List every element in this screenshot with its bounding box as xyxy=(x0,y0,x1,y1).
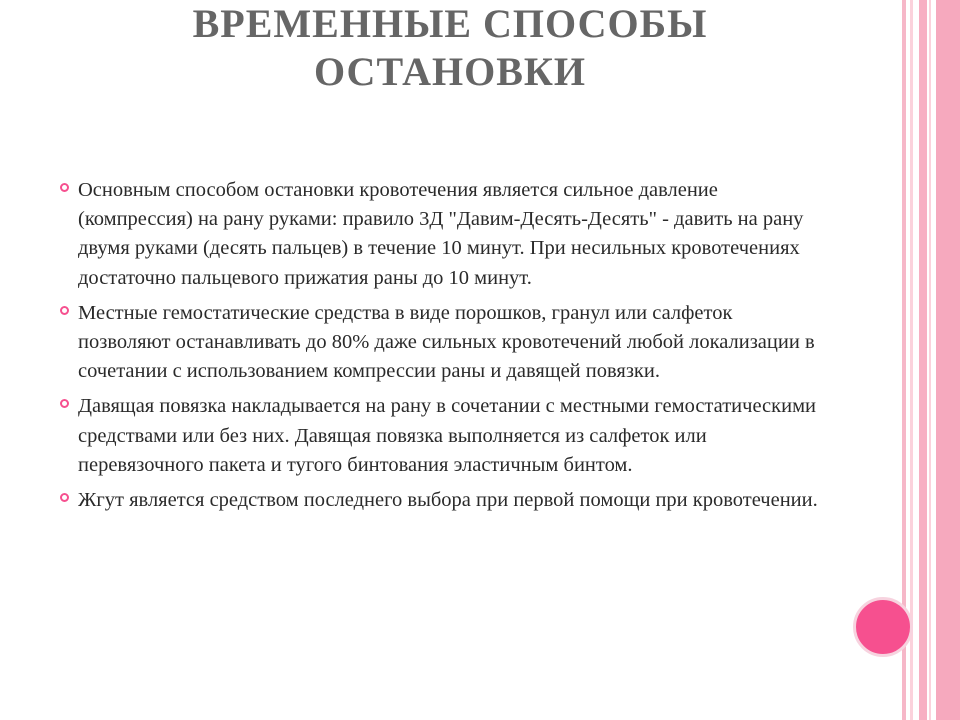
decorative-circle-icon xyxy=(853,597,913,657)
bullet-text: Жгут является средством последнего выбора при первой помощи при кровотечении. xyxy=(78,489,818,512)
stripe xyxy=(936,0,960,720)
bullet-circle-icon xyxy=(60,399,69,408)
stripe xyxy=(929,0,931,720)
stripe xyxy=(910,0,913,720)
bullet-item xyxy=(60,176,820,293)
decorative-stripes xyxy=(902,0,960,720)
bullet-text: Местные гемостатические средства в виде порошков, гранул или салфеток позволяют останавливать до 80% даже сильных кровотечений любой локализации в сочетании с использованием компрессии раны и давящей повязки. xyxy=(78,301,815,383)
bullet-circle-icon xyxy=(60,493,69,502)
bullet-item xyxy=(60,486,820,515)
bullet-text: Основным способом остановки кровотечения является сильное давление (компрессия) на рану руками: правило 3Д "Давим-Десять-Десять" - давить на рану двумя руками (десять пальцев) в течение 10 минут. При несильных кровотечениях достаточно пальцевого прижатия раны до 10 минут. xyxy=(78,179,804,289)
bullet-list xyxy=(60,176,820,521)
bullet-circle-icon xyxy=(60,183,69,192)
slide-title xyxy=(60,0,840,96)
slide-title-line2: ОСТАНОВКИ xyxy=(313,49,587,94)
stripe xyxy=(919,0,927,720)
slide-title-line1: ВРЕМЕННЫЕ СПОСОБЫ xyxy=(192,1,708,46)
bullet-item xyxy=(60,392,820,480)
bullet-circle-icon xyxy=(60,306,69,315)
bullet-item xyxy=(60,299,820,387)
bullet-text: Давящая повязка накладывается на рану в сочетании с местными гемостатическими средствами или без них. Давящая повязка выполняется из салфеток или перевязочного пакета и тугого бинтования эластичным бинтом. xyxy=(78,395,817,476)
